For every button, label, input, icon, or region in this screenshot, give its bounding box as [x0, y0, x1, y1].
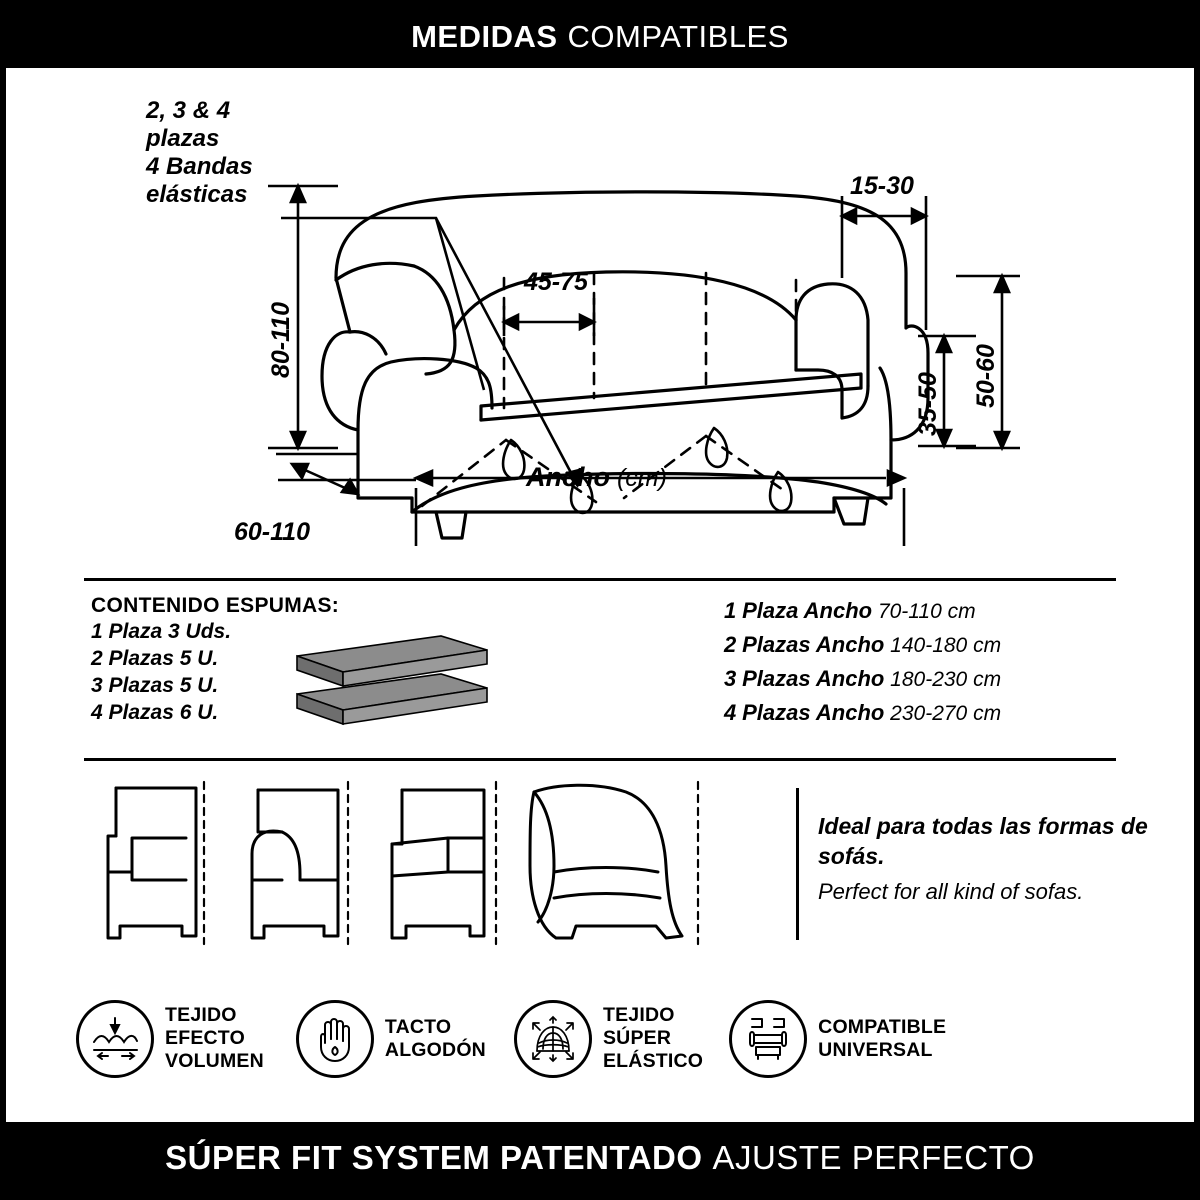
foam-title: CONTENIDO ESPUMAS: — [91, 594, 340, 617]
foam-row-2: 2 Plazas 5 U. — [91, 647, 219, 670]
feature-cotton-touch — [296, 1000, 486, 1078]
note-line-3: 4 Bandas — [146, 153, 253, 180]
plaza-3-name: Plazas Ancho — [742, 666, 885, 691]
label-seat-depth: 45-75 — [524, 268, 588, 296]
ideal-text-en: Perfect for all kind of sofas. — [818, 879, 1084, 904]
note-line-1: 2, 3 & 4 — [146, 97, 231, 124]
feature-label-universal: COMPATIBLE UNIVERSAL — [818, 1015, 947, 1061]
footer-title-bold: SÚPER FIT SYSTEM PATENTADO — [165, 1139, 703, 1176]
plaza-2-number: 2 — [724, 632, 737, 657]
feature-label-volume: TEJIDO EFECTO VOLUMEN — [165, 1004, 264, 1072]
note-line-4: elásticas — [146, 181, 248, 208]
label-width: Ancho (cm) — [526, 462, 667, 492]
feature-label-elastic: TEJIDO SÚPER ELÁSTICO — [602, 1004, 704, 1072]
divider-middle — [84, 758, 1116, 761]
feature-universal-compatible — [729, 1000, 946, 1078]
foam-row-3: 3 Plazas 5 U. — [91, 674, 219, 697]
plaza-1-value: 70-110 cm — [877, 600, 976, 623]
label-depth: 60-110 — [234, 518, 310, 546]
foam-sticks-illustration — [291, 628, 491, 738]
plaza-4-number: 4 — [724, 700, 737, 725]
plaza-row-3 — [724, 662, 1144, 696]
header-bar — [6, 6, 1194, 68]
label-seat-height: 35-50 — [914, 372, 942, 436]
plaza-4-name: Plazas Ancho — [742, 700, 885, 725]
feature-super-elastic — [514, 1000, 703, 1078]
plaza-2-value: 140-180 cm — [890, 634, 1002, 657]
sofa-measurement-diagram — [6, 68, 1194, 578]
plaza-4-value: 230-270 cm — [890, 702, 1002, 725]
label-arm-width: 15-30 — [850, 172, 914, 200]
note-line-2: plazas — [146, 125, 220, 152]
header-title-bold: MEDIDAS — [411, 19, 558, 54]
feature-volume-effect — [76, 1000, 264, 1078]
header-title-normal: COMPATIBLES — [567, 19, 789, 54]
plaza-1-number: 1 — [724, 598, 737, 623]
feature-icons-row — [76, 981, 1136, 1096]
label-height: 80-110 — [267, 302, 295, 378]
divider-top — [84, 578, 1116, 581]
foam-row-1: 1 Plaza 3 Uds. — [91, 620, 232, 643]
vertical-divider — [796, 788, 799, 940]
super-elastic-fabric-icon — [514, 1000, 592, 1078]
ideal-text-block — [818, 811, 1148, 906]
hand-cotton-touch-icon — [296, 1000, 374, 1078]
feature-label-cotton: TACTO ALGODÓN — [384, 1015, 486, 1061]
ideal-text-es: Ideal para todas las formas de sofás. — [818, 813, 1148, 869]
plaza-row-2 — [724, 628, 1144, 662]
universal-compatible-icon — [729, 1000, 807, 1078]
plaza-3-value: 180-230 cm — [890, 668, 1002, 691]
footer-title-normal: AJUSTE PERFECTO — [712, 1139, 1035, 1176]
plaza-2-name: Plazas Ancho — [742, 632, 885, 657]
footer-bar — [6, 1122, 1194, 1194]
volume-effect-fabric-icon — [76, 1000, 154, 1078]
plazas-width-list — [724, 594, 1144, 730]
plaza-3-number: 3 — [724, 666, 737, 691]
plaza-row-1 — [724, 594, 1144, 628]
foam-row-4: 4 Plazas 6 U. — [91, 701, 219, 724]
plaza-1-name: Plaza Ancho — [742, 598, 873, 623]
plaza-row-4 — [724, 696, 1144, 730]
sofa-shapes-illustrations — [86, 776, 746, 951]
label-arm-height: 50-60 — [972, 344, 1000, 408]
